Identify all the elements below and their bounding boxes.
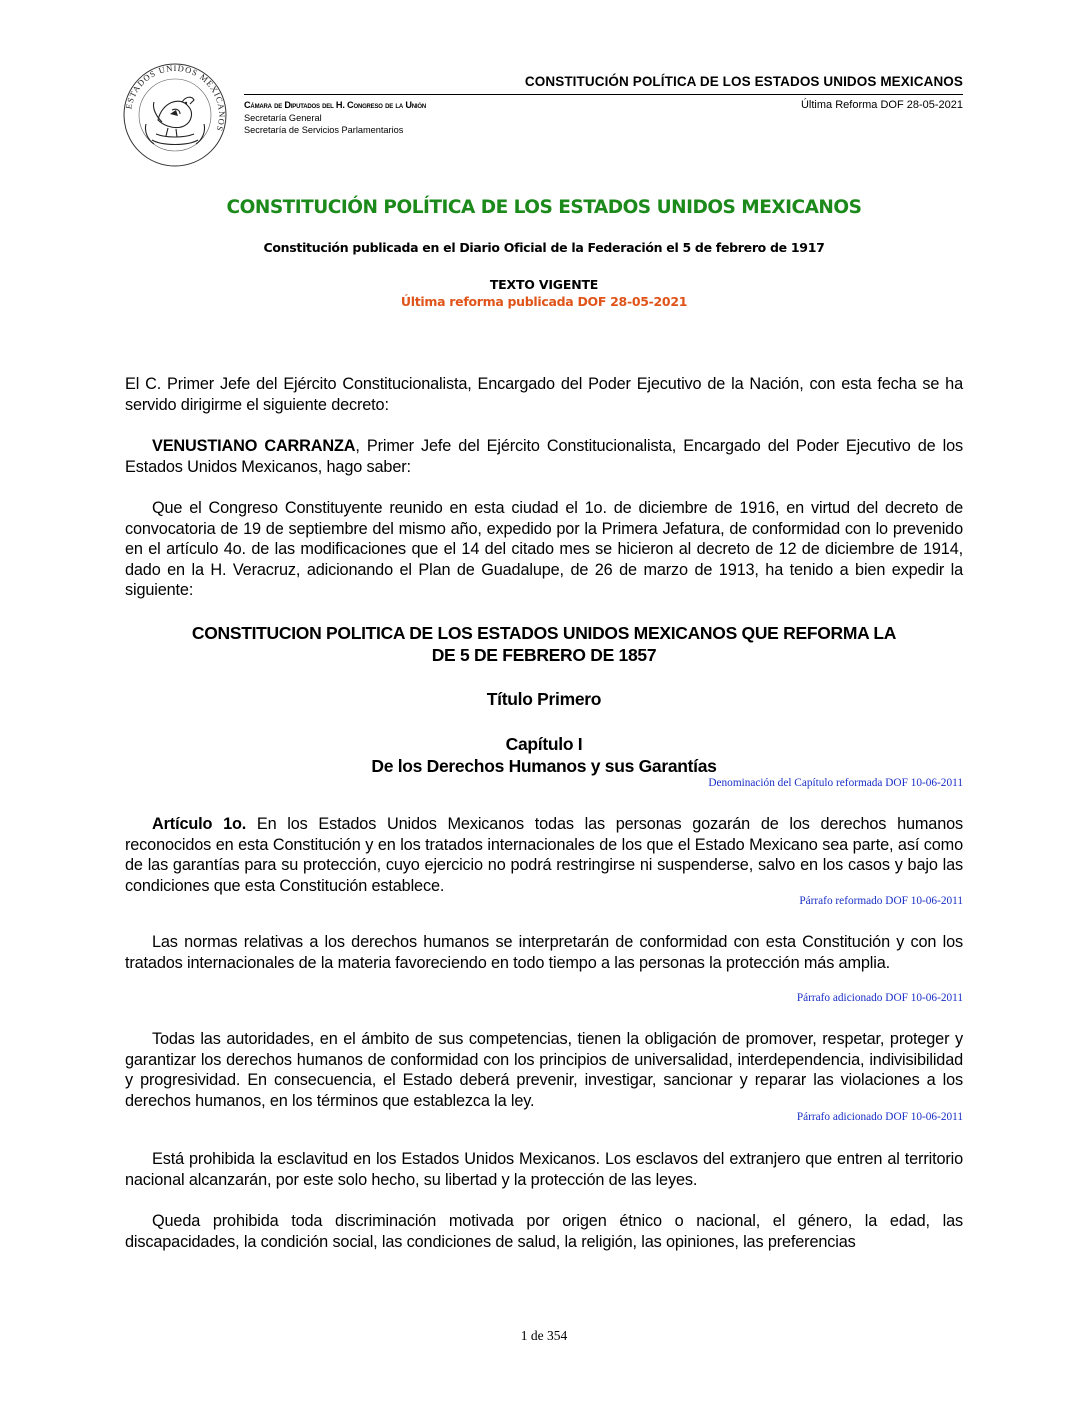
paragraph-congreso: Que el Congreso Constituyente reunido en esta ciudad el 1o. de diciembre de 1916, en virtud del decreto de convocatoria de 19 de septiembre del mismo año, expedido por la Primera Jefatura, de conformidad con lo prevenido en el artículo 4o. de las modificaciones que el 14 del citado mes se hicieron al decreto de 12 de diciembre de 1914, dado en la H. Veracruz, adicionando el Plan de Guadalupe, de 26 de marzo de 1913, ha tenido a bien expedir la siguiente:: [125, 499, 963, 599]
institution-name: Cámara de Diputados del H. Congreso de la Unión: [244, 100, 426, 110]
note-capitulo: Denominación del Capítulo reformada DOF 10-06-2011: [708, 777, 963, 789]
seal-text: ESTADOS UNIDOS MEXICANOS: [123, 62, 228, 134]
paragraph-normas: Las normas relativas a los derechos humanos se interpretarán de conformidad con esta Constitución y con los tratados internacionales de la materia favoreciendo en todo tiempo a las personas la protección más amplia.: [125, 933, 963, 972]
capitulo-name: De los Derechos Humanos y sus Garantías: [371, 756, 717, 776]
header-rule: [244, 94, 963, 95]
running-title: CONSTITUCIÓN POLÍTICA DE LOS ESTADOS UNIDOS MEXICANOS: [524, 74, 963, 89]
constitution-heading: [125, 622, 963, 666]
titulo-primero: Título Primero: [486, 689, 602, 709]
carranza-name: VENUSTIANO CARRANZA: [152, 437, 356, 455]
paragraph-autoridades: Todas las autoridades, en el ámbito de sus competencias, tienen la obligación de promover, respetar, proteger y garantizar los derechos humanos de conformidad con los principios de universalidad, interdependencia, indivisibilidad y progresividad. En consecuencia, el Estado deberá prevenir, investigar, sancionar y reparar las violaciones a los derechos humanos, en los términos que establezca la ley.: [125, 1030, 963, 1110]
ultima-reforma: Última reforma publicada DOF 28-05-2021: [400, 294, 688, 309]
article-1: [125, 814, 963, 896]
page-number: 1 de 354: [520, 1328, 568, 1343]
paragraph-esclavitud: Está prohibida la esclavitud en los Estados Unidos Mexicanos. Los esclavos del extranjero que entren al territorio nacional alcanzarán, por este solo hecho, su libertad y la protección de las leyes.: [125, 1150, 963, 1189]
mexican-seal-icon: [122, 62, 228, 168]
header-institution-block: [244, 99, 426, 137]
note-article-1: Párrafo reformado DOF 10-06-2011: [799, 895, 963, 907]
carranza-text: , Primer Jefe del Ejército Constitucionalista, Encargado del Poder Ejecutivo de los Estados Unidos Mexicanos, hago saber:: [125, 437, 963, 476]
article-1-text: En los Estados Unidos Mexicanos todas las personas gozarán de los derechos humanos reconocidos en esta Constitución y en los tratados internacionales de los que el Estado Mexicano sea parte, así como de las garantías para su protección, cuyo ejercicio no podrá restringirse ni suspenderse, salvo en los casos y bajo las condiciones que esta Constitución establece.: [125, 815, 963, 895]
secretaria-servicios: Secretaría de Servicios Parlamentarios: [244, 125, 404, 135]
texto-vigente: TEXTO VIGENTE: [489, 277, 599, 292]
note-normas: Párrafo adicionado DOF 10-06-2011: [796, 992, 963, 1004]
secretaria-general: Secretaría General: [244, 112, 322, 123]
constitution-heading-line1: CONSTITUCION POLITICA DE LOS ESTADOS UNIDOS MEXICANOS QUE REFORMA LA: [191, 623, 897, 643]
header-last-reform: Última Reforma DOF 28-05-2021: [800, 99, 963, 111]
publication-line: Constitución publicada en el Diario Oficial de la Federación el 5 de febrero de 1917: [263, 240, 825, 255]
paragraph-intro: El C. Primer Jefe del Ejército Constitucionalista, Encargado del Poder Ejecutivo de la Nación, con esta fecha se ha servido dirigirme el siguiente decreto:: [125, 375, 963, 414]
article-1-label: Artículo 1o.: [152, 815, 247, 833]
constitution-heading-line2: DE 5 DE FEBRERO DE 1857: [431, 645, 657, 665]
paragraph-carranza: [125, 436, 963, 477]
svg-text:ESTADOS UNIDOS MEXICANOS: [123, 63, 227, 133]
document-title: CONSTITUCIÓN POLÍTICA DE LOS ESTADOS UNIDOS MEXICANOS: [226, 197, 862, 218]
note-autoridades: Párrafo adicionado DOF 10-06-2011: [796, 1111, 963, 1123]
paragraph-discriminacion: Queda prohibida toda discriminación motivada por origen étnico o nacional, el género, la edad, las discapacidades, la condición social, las condiciones de salud, la religión, las opiniones, las preferencias: [125, 1212, 963, 1251]
capitulo-heading: [125, 733, 963, 777]
capitulo-number: Capítulo I: [505, 734, 583, 754]
